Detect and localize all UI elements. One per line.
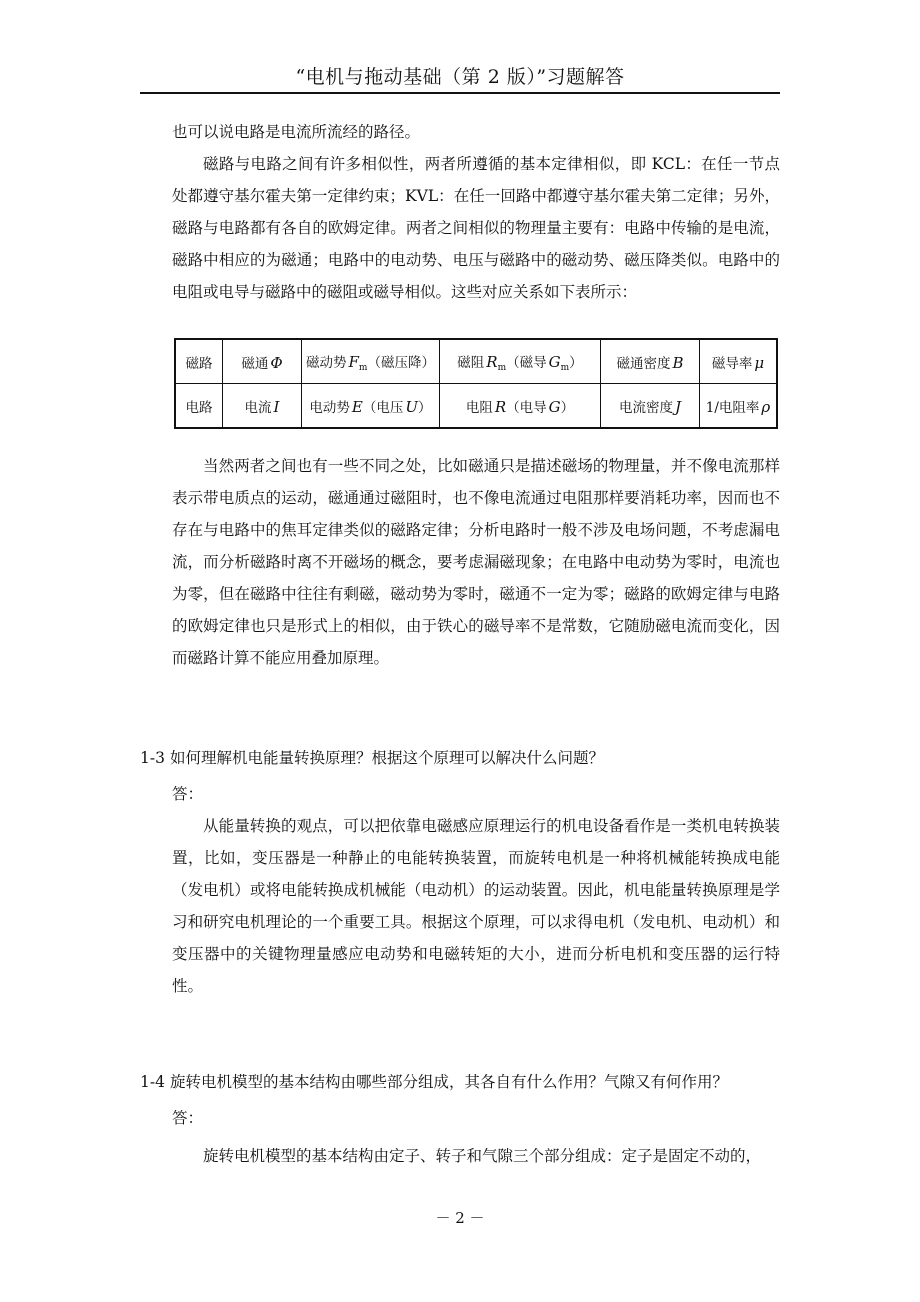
analogy-table: [174, 338, 778, 429]
table-cell: 磁阻 $R_m$（磁导 $G_m$）: [439, 339, 600, 384]
table-cell: 电动势 E（电压 U）: [302, 384, 440, 429]
table-cell: 磁通 Φ: [223, 339, 302, 384]
question-number: 1-3: [140, 749, 165, 767]
answer-paragraph: 旋转电机模型的基本结构由定子、转子和气隙三个部分组成：定子是固定不动的，: [203, 1147, 762, 1165]
question-1-4: [140, 1066, 780, 1098]
answer-label: 答：: [172, 1109, 204, 1127]
table-cell: 磁导率 μ: [699, 339, 777, 384]
intro-section: [172, 116, 780, 308]
answer-label: 答：: [172, 785, 204, 803]
table-cell: 电流 I: [223, 384, 302, 429]
intro-paragraph-2: 磁路与电路之间有许多相似性，两者所遵循的基本定律相似，即 KCL：在任一节点处都遵守基尔霍夫第一定律约束；KVL：在任一回路中都遵守基尔霍夫第二定律；另外，磁路与电路都有各自的欧姆定律。两者之间相似的物理量主要有：电路中传输的是电流，磁路中相应的为磁通；电路中的电动势、电压与磁路中的磁动势、磁压降类似。电路中的电阻或电导与磁路中的磁阻或磁导相似。这些对应关系如下表所示：: [172, 155, 780, 301]
table-cell: 磁路: [175, 339, 223, 384]
table-row-electric: [175, 384, 777, 429]
table-cell: 电流密度 J: [600, 384, 699, 429]
page-header-title: “电机与拖动基础（第 2 版）”习题解答: [295, 66, 625, 88]
question-text: 如何理解机电能量转换原理？根据这个原理可以解决什么问题？: [170, 749, 605, 767]
page-number: － 2 －: [435, 1209, 485, 1227]
table-cell: 电阻 R（电导 G）: [439, 384, 600, 429]
table-cell: 磁通密度 B: [600, 339, 699, 384]
difference-section: [172, 450, 780, 674]
header-divider: [140, 92, 780, 94]
question-number: 1-4: [140, 1073, 165, 1091]
answer-1-3: [172, 810, 780, 1002]
table-cell: 1/电阻率 ρ: [699, 384, 777, 429]
table-cell: 电路: [175, 384, 223, 429]
question-1-3: [140, 742, 780, 774]
answer-paragraph: 从能量转换的观点，可以把依靠电磁感应原理运行的机电设备看作是一类机电转换装置，比如，变压器是一种静止的电能转换装置，而旋转电机是一种将机械能转换成电能（发电机）或将电能转换成机械能（电动机）的运动装置。因此，机电能量转换原理是学习和研究电机理论的一个重要工具。根据这个原理，可以求得电机（发电机、电动机）和变压器中的关键物理量感应电动势和电磁转矩的大小，进而分析电机和变压器的运行特性。: [172, 817, 780, 995]
answer-1-4: [172, 1140, 780, 1172]
question-text: 旋转电机模型的基本结构由哪些部分组成，其各自有什么作用？气隙又有何作用？: [170, 1073, 729, 1091]
table-cell: 磁动势 $F_m$（磁压降）: [302, 339, 440, 384]
table-row-magnetic: [175, 339, 777, 384]
intro-paragraph-1: 也可以说电路是电流所流经的路径。: [172, 123, 421, 141]
difference-paragraph: 当然两者之间也有一些不同之处，比如磁通只是描述磁场的物理量，并不像电流那样表示带电质点的运动，磁通通过磁阻时，也不像电流通过电阻那样要消耗功率，因而也不存在与电路中的焦耳定律类似的磁路定律；分析电路时一般不涉及电场问题，不考虑漏电流，而分析磁路时离不开磁场的概念，要考虑漏磁现象；在电路中电动势为零时，电流也为零，但在磁路中往往有剩磁，磁动势为零时，磁通不一定为零；磁路的欧姆定律与电路的欧姆定律也只是形式上的相似，由于铁心的磁导率不是常数，它随励磁电流而变化，因而磁路计算不能应用叠加原理。: [172, 457, 780, 667]
